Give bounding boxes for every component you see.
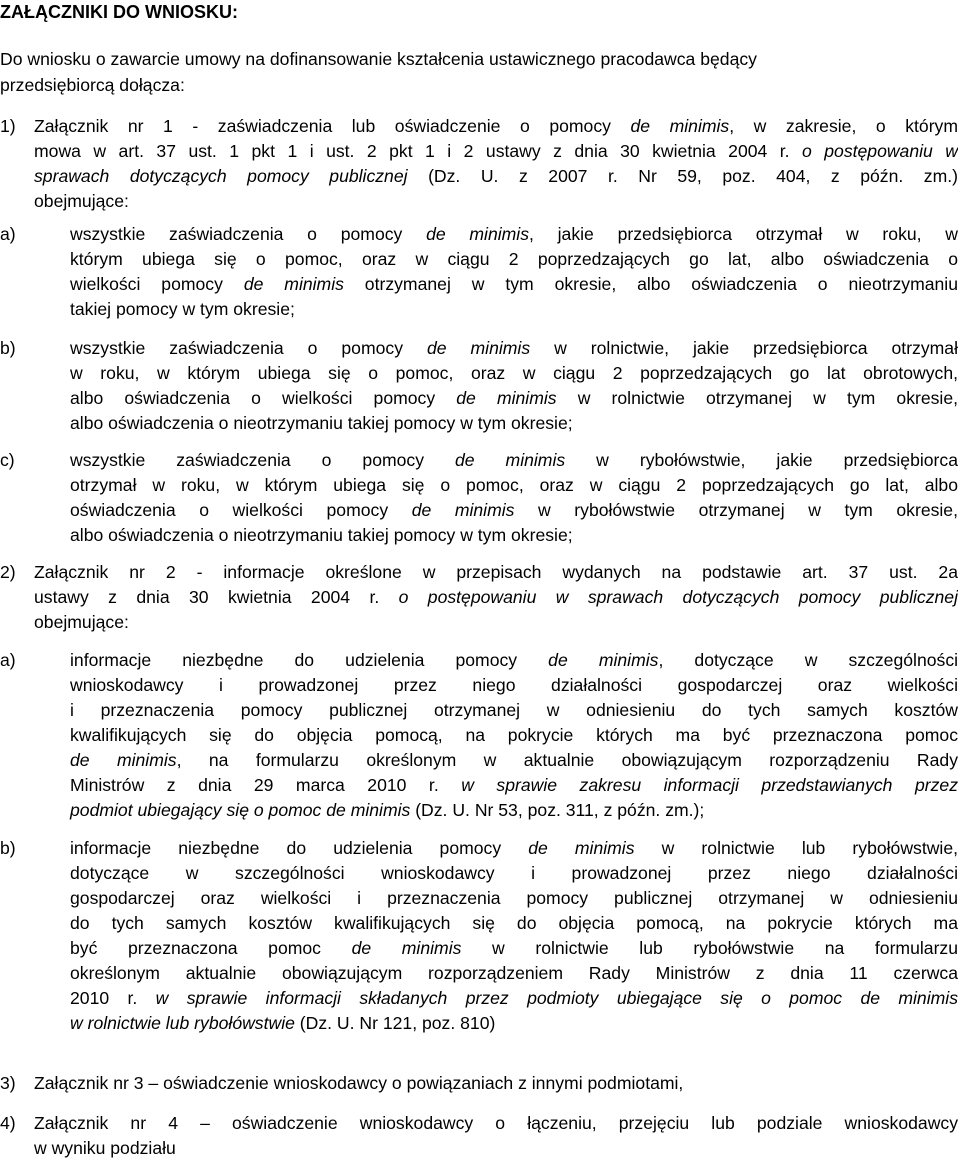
italic-text: de minimis [70, 750, 177, 770]
list-item-line: obejmujące: [34, 612, 129, 632]
sub-item-line: Ministrów z dnia 29 marca 2010 r. w sprawie zakresu informacji przedstawianych przez [70, 775, 958, 795]
italic-text: de minimis [630, 116, 730, 136]
sub-item-line: oświadczenia o wielkości pomocy de minimis w rybołówstwie otrzymanej w tym okresie, [70, 500, 958, 520]
document-title: ZAŁĄCZNIKI DO WNIOSKU: [0, 2, 238, 22]
list-item-line: Załącznik nr 1 - zaświadczenia lub oświadczenie o pomocy de minimis, w zakresie, o którym [34, 116, 958, 136]
sub-item-line: albo oświadczenia o wielkości pomocy de minimis w rolnictwie otrzymanej w tym okresie, [70, 388, 958, 408]
italic-text: de minimis [243, 274, 344, 294]
sub-item-letter: a) [0, 650, 16, 670]
italic-text: w sprawie zakresu informacji przedstawianych przez [461, 775, 958, 795]
list-item-line: Załącznik nr 4 – oświadczenie wnioskodawcy o łączeniu, przejęciu lub podziale wnioskodawcy [34, 1113, 958, 1133]
intro-line: Do wniosku o zawarcie umowy na dofinansowanie kształcenia ustawicznego pracodawca będący [0, 49, 757, 69]
italic-text: w rolnictwie lub rybołówstwie [70, 1013, 295, 1033]
sub-item-line: albo oświadczenia o nieotrzymaniu takiej pomocy w tym okresie; [70, 413, 573, 433]
sub-item-letter: c) [0, 450, 15, 470]
sub-item-line: którym ubiega się o pomoc, oraz w ciągu 2 poprzedzających go lat, albo oświadczenia o [70, 249, 958, 269]
intro-line: przedsiębiorcą dołącza: [0, 75, 185, 95]
sub-item-line: być przeznaczona pomoc de minimis w rolnictwie lub rybołówstwie na formularzu [70, 938, 958, 958]
sub-item-line: wszystkie zaświadczenia o pomocy de minimis w rybołówstwie, jakie przedsiębiorca [70, 450, 958, 470]
list-item-number: 3) [0, 1073, 16, 1093]
sub-item-line: wnioskodawcy i prowadzonej przez niego działalności gospodarczej oraz wielkości [70, 675, 958, 695]
italic-text: de minimis [426, 224, 530, 244]
sub-item-line: i przeznaczenia pomocy publicznej otrzymanej w odniesieniu do tych samych kosztów [70, 700, 958, 720]
italic-text: sprawach dotyczących pomocy publicznej [34, 166, 408, 186]
list-item-number: 1) [0, 116, 16, 136]
sub-item-line: gospodarczej oraz wielkości i przeznaczenia pomocy publicznej otrzymanej w odniesieniu [70, 888, 958, 908]
sub-item-line: określonym aktualnie obowiązującym rozporządzeniem Rady Ministrów z dnia 11 czerwca [70, 963, 958, 983]
italic-text: o postępowaniu w sprawach dotyczących pomocy publicznej [398, 587, 958, 607]
sub-item-line: podmiot ubiegający się o pomoc de minimis (Dz. U. Nr 53, poz. 311, z późn. zm.); [70, 800, 705, 820]
italic-text: de minimis [351, 938, 462, 958]
sub-item-line: w roku, w którym ubiega się o pomoc, oraz w ciągu 2 poprzedzających go lat obrotowych, [70, 363, 958, 383]
italic-text: de minimis [548, 650, 659, 670]
sub-item-line: takiej pomocy w tym okresie; [70, 299, 295, 319]
italic-text: de minimis [455, 450, 566, 470]
italic-text: de minimis [456, 388, 557, 408]
sub-item-line: informacje niezbędne do udzielenia pomocy de minimis w rolnictwie lub rybołówstwie, [70, 838, 958, 858]
italic-text: o postępowaniu w [802, 141, 958, 161]
sub-item-letter: b) [0, 338, 16, 358]
list-item-line: ustawy z dnia 30 kwietnia 2004 r. o postępowaniu w sprawach dotyczących pomocy publicznej [34, 587, 958, 607]
list-item-line: sprawach dotyczących pomocy publicznej (Dz. U. z 2007 r. Nr 59, poz. 404, z późn. zm.) [34, 166, 958, 186]
list-item-line: Załącznik nr 2 - informacje określone w przepisach wydanych na podstawie art. 37 ust. 2a [34, 562, 958, 582]
list-item-line: w wyniku podziału [34, 1138, 176, 1158]
sub-item-line: albo oświadczenia o nieotrzymaniu takiej pomocy w tym okresie; [70, 525, 573, 545]
italic-text: w sprawie informacji składanych przez podmioty ubiegające się o pomoc de minimis [155, 988, 958, 1008]
sub-item-line: w rolnictwie lub rybołówstwie (Dz. U. Nr 121, poz. 810) [70, 1013, 496, 1033]
italic-text: de minimis [426, 338, 531, 358]
sub-item-line: dotyczące w szczególności wnioskodawcy i prowadzonej przez niego działalności [70, 863, 958, 883]
sub-item-letter: a) [0, 224, 16, 244]
list-item-number: 2) [0, 562, 16, 582]
list-item-number: 4) [0, 1113, 16, 1133]
list-item-line: obejmujące: [34, 191, 129, 211]
list-item-line: mowa w art. 37 ust. 1 pkt 1 i ust. 2 pkt 1 i 2 ustawy z dnia 30 kwietnia 2004 r. o postępowaniu w [34, 141, 958, 161]
sub-item-letter: b) [0, 838, 16, 858]
sub-item-line: de minimis, na formularzu określonym w aktualnie obowiązującym rozporządzeniu Rady [70, 750, 958, 770]
italic-text: podmiot ubiegający się o pomoc de minimis [70, 800, 411, 820]
sub-item-line: otrzymał w roku, w którym ubiega się o pomoc, oraz w ciągu 2 poprzedzających go lat, albo [70, 475, 958, 495]
sub-item-line: kwalifikujących się do objęcia pomocą, na pokrycie których ma być przeznaczona pomoc [70, 725, 958, 745]
sub-item-line: wszystkie zaświadczenia o pomocy de minimis, jakie przedsiębiorca otrzymał w roku, w [70, 224, 958, 244]
italic-text: de minimis [411, 500, 515, 520]
sub-item-line: informacje niezbędne do udzielenia pomocy de minimis, dotyczące w szczególności [70, 650, 958, 670]
sub-item-line: wszystkie zaświadczenia o pomocy de minimis w rolnictwie, jakie przedsiębiorca otrzymał [70, 338, 958, 358]
italic-text: de minimis [528, 838, 635, 858]
list-item-line: Załącznik nr 3 – oświadczenie wnioskodawcy o powiązaniach z innymi podmiotami, [34, 1073, 684, 1093]
sub-item-line: 2010 r. w sprawie informacji składanych przez podmioty ubiegające się o pomoc de minimis [70, 988, 958, 1008]
sub-item-line: wielkości pomocy de minimis otrzymanej w tym okresie, albo oświadczenia o nieotrzymaniu [70, 274, 958, 294]
sub-item-line: do tych samych kosztów kwalifikujących się do objęcia pomocą, na pokrycie których ma [70, 913, 958, 933]
